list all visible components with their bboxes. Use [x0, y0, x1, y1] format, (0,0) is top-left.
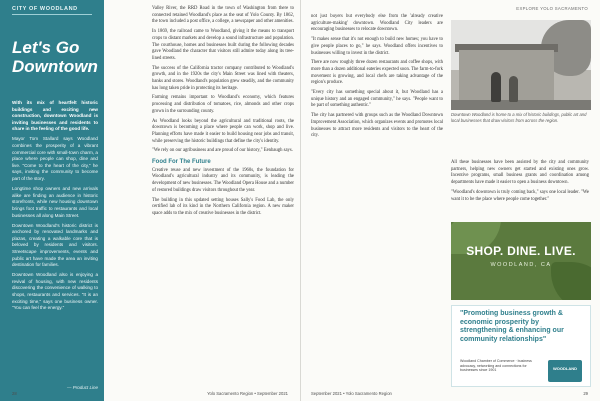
teal-sidebar	[0, 0, 104, 401]
body-paragraph: In 1869, the railroad came to Woodland, giving it the means to transport crops to distant markets and develop a sound infrastructure and population. The courthouse, homes and businesses built during the following decades gave Woodland the character that visitors still admire today along its tree-lined streets.	[152, 29, 294, 61]
article-column	[311, 14, 443, 143]
intro-block	[12, 100, 98, 315]
body-paragraph: Creative reuse and new investment of the 1960s, the foundation for Woodland's agricultural industry and its community, is leading the development of new businesses. The Woodland Opera House and a number of restored buildings draw visitors throughout the year.	[152, 167, 294, 193]
right-page	[301, 0, 600, 401]
body-paragraph: "It makes sense that it's not enough to build new homes; you have to give people places to go," he says. Woodland offers incentives to businesses willing to invest in the district.	[311, 37, 443, 56]
photo-street	[451, 100, 591, 110]
publication-footer: September 2021 • Yolo Sacramento Region	[311, 391, 392, 396]
running-head: EXPLORE YOLO SACRAMENTO	[516, 6, 588, 11]
page-number: 29	[583, 391, 588, 396]
publication-footer: Yolo Sacramento Region • September 2021	[207, 391, 288, 396]
body-paragraph: The success of the California tractor company contributed to Woodland's growth, and in the 1920s the city's Main Street was lined with theaters, banks and stores. Woodland's population grew steadily, and the community has long taken pride in protecting its heritage.	[152, 65, 294, 91]
promo-quote: "Promoting business growth & economic prosperity by strengthening & enhancing our community relationships"	[460, 310, 564, 343]
photo-person	[509, 76, 518, 102]
byline: — Product Line	[66, 385, 98, 390]
section-rule	[12, 14, 92, 15]
body-paragraph: "Every city has something special about it, but Woodland has a unique history and an engaged community," he says. "People want to be part of something authentic."	[311, 90, 443, 109]
logo-text: WOODLAND	[553, 366, 577, 371]
subhead: Food For The Future	[152, 159, 211, 166]
article-column	[152, 6, 294, 221]
logo-mark	[548, 360, 582, 382]
shop-dine-live-ad	[451, 222, 591, 300]
photo-caption: Downtown Woodland is home to a mix of historic buildings, public art and local businesses that draw visitors from across the region.	[451, 112, 587, 123]
body-paragraph: Valley River, the RRD Road in the town of Washington from there to connected retained Woodland's place as the seat of Yolo County. By 1862, the town included a post office, a college, a newspaper and other amenities.	[152, 6, 294, 25]
chamber-promo-ad	[451, 305, 591, 387]
intro-paragraph: Mayor Tom Stallard says Woodland combines the prosperity of a vibrant commercial core with small-town charm, a place where people can shop, dine and live. "Come to the heart of the city," he says, inviting the community to become part of the story.	[12, 136, 98, 182]
body-paragraph: Farming remains important to Woodland's economy, which features processing and distribution of tomatoes, rice, almonds and other crops grown in the surrounding county.	[152, 95, 294, 114]
ad-subtitle: WOODLAND, CA	[490, 262, 552, 268]
intro-paragraph: Longtime shop owners and new arrivals alike are finding an audience in historic storefronts, while new housing downtown brings foot traffic to restaurants and local businesses all along Main Street.	[12, 186, 98, 218]
section-tag: CITY OF WOODLAND	[12, 6, 78, 12]
body-paragraph: not just buyers but everybody else from the 'already creative agriculture-making' downtown. Woodland City leaders are encouraging businesses to relocate downtown.	[311, 14, 443, 33]
intro-paragraph: Downtown Woodland's historic district is anchored by renovated landmarks and plazas, creating a walkable core that is beloved by residents and visitors. Streetscape improvements, events and public art have made the area an inviting destination for families.	[12, 222, 98, 268]
chamber-logo	[548, 360, 582, 382]
intro-paragraph: Downtown Woodland also is enjoying a revival of housing, with new residents discovering the convenience of walking to shops, restaurants and services. "It is an exciting time," says one business owner. "You can feel the energy."	[12, 272, 98, 311]
body-paragraph: The building in this updated setting houses Sally's Food Lab, the only certified lab of its kind in the Northern California region. A new maker space adds to the mix of creative businesses in the district.	[152, 197, 294, 216]
intro-paragraph: With its mix of heartfelt historic buildings and exciting new construction, downtown Woodland is inviting businesses and residents to share in the feeling of the good life.	[12, 100, 98, 132]
body-paragraph: All these businesses have been assisted by the city and community partners, helping new owners get started and existing ones grow. Incentive programs, small business grants and coordination among departments have made it easier to open a business downtown.	[451, 160, 589, 186]
article-column	[451, 160, 589, 206]
ad-title: SHOP. DINE. LIVE.	[466, 244, 576, 258]
body-paragraph: The city has partnered with groups such as the Woodland Downtown Improvement Association, which organizes events and promotes local businesses to attract more residents and visitors to the heart of the city.	[311, 113, 443, 139]
downtown-photo	[451, 20, 591, 110]
body-paragraph: As Woodland looks beyond the agricultural and traditional roots, the downtown is becoming a place where people can work, shop and live. Planning efforts have made it easier to build housing near jobs and transit, while preserving the historic buildings that define the city's identity.	[152, 118, 294, 144]
body-paragraph: There are now roughly three dozen restaurants and coffee shops, with more than a dozen additional eateries expected soon. The farm-to-fork movement is growing, and local chefs are taking advantage of the region's produce.	[311, 60, 443, 86]
headline: Let's Go Downtown	[12, 38, 98, 76]
promo-description: Woodland Chamber of Commerce · business advocacy, networking and connections for businesses since 1901	[460, 359, 532, 373]
body-paragraph: "Woodland's downtown is truly coming back," says one local leader. "We want it to be the place where people come together."	[451, 189, 589, 202]
body-paragraph: "We rely on our agribusiness and are proud of our history," Eenbaugh says.	[152, 148, 293, 154]
page-number: 28	[12, 391, 17, 396]
photo-person	[491, 72, 501, 102]
